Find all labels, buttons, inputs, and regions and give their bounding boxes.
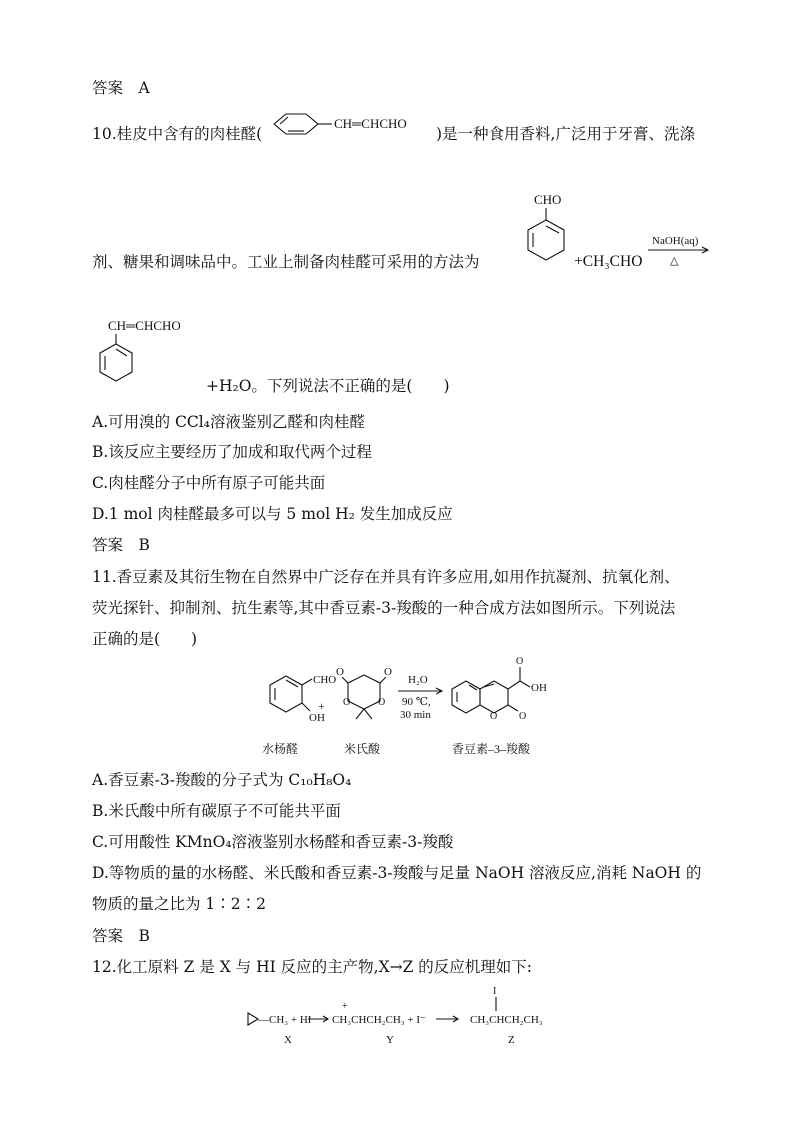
q10-option-b: B.该反应主要经历了加成和取代两个过程: [92, 443, 372, 461]
q11-option-d-line1: D.等物质的量的水杨醛、米氏酸和香豆素-3-羧酸与足量 NaOH 溶液反应,消耗 NaOH 的: [92, 864, 702, 882]
cinnamaldehyde-structure: [262, 108, 442, 148]
coumarin-acid-o: O: [516, 656, 524, 667]
scheme-arrow-bottom1: 90 ℃,: [402, 696, 431, 708]
q11-option-c: C.可用酸性 KMnO₄溶液鉴别水杨醛和香豆素-3-羧酸: [92, 833, 454, 851]
answer-line: 答案 A: [92, 79, 150, 97]
label-z: Z: [508, 1034, 515, 1046]
q11-answer: 答案 B: [92, 927, 150, 945]
carbocation-charge: +: [342, 1001, 348, 1012]
meldrum-o4: O: [378, 697, 386, 708]
cinnamaldehyde-chain: CH═CHCHO: [334, 116, 407, 131]
q11-line1: 11.香豆素及其衍生物在自然界中广泛存在并具有许多应用,如用作抗凝剂、抗氧化剂、: [92, 568, 680, 586]
name-meldrum-acid: 米氏酸: [344, 742, 381, 756]
q11-option-b: B.米氏酸中所有碳原子不可能共平面: [92, 802, 341, 820]
reaction-arrow-q10: [646, 232, 716, 268]
product-chain: CH═CHCHO: [108, 318, 181, 333]
x-formula: —CH₃ + HI: [258, 1014, 312, 1026]
meldrum-o1: O: [336, 666, 344, 678]
y-formula: CH₃CHCH₂CH₃ + I⁻: [332, 1014, 426, 1026]
q10-line1-suffix: )是一种食用香料,广泛用于牙膏、洗涤: [436, 125, 695, 143]
scheme-arrow-top: H₂O: [408, 674, 428, 686]
meldrum-o2: O: [384, 666, 392, 678]
q10-option-a: A.可用溴的 CCl₄溶液鉴别乙醛和肉桂醛: [92, 413, 365, 431]
q10-line1-prefix: 10.桂皮中含有的肉桂醛(: [92, 125, 263, 143]
q11-line3: 正确的是( ): [92, 630, 198, 648]
label-x: X: [284, 1034, 292, 1046]
q12-mechanism: [244, 985, 574, 1047]
q10-option-d: D.1 mol 肉桂醛最多可以与 5 mol H₂ 发生加成反应: [92, 505, 453, 523]
arrow-condition-bottom: △: [670, 255, 679, 267]
coumarin-ring-o: O: [490, 711, 498, 722]
coumarin-synthesis-scheme: [240, 655, 570, 765]
benzaldehyde-structure: [520, 188, 580, 268]
q10-line3: +H₂O。下列说法不正确的是( ): [206, 377, 450, 395]
coumarin-carbonyl-o: O: [519, 711, 527, 722]
coumarin-acid-oh: OH: [531, 682, 547, 694]
name-salicylaldehyde: 水杨醛: [262, 742, 299, 756]
arrow-condition-top: NaOH(aq): [652, 235, 699, 247]
name-coumarin-acid: 香豆素–3–羧酸: [452, 742, 531, 756]
salicyl-cho: CHO: [313, 674, 337, 686]
scheme-arrow-bottom2: 30 min: [400, 709, 431, 721]
salicyl-oh: OH: [309, 712, 325, 724]
label-y: Y: [386, 1034, 394, 1046]
cinnamaldehyde-product-structure: [96, 318, 216, 398]
q11-option-d-line2: 物质的量之比为 1∶2∶2: [92, 895, 267, 913]
meldrum-o3: O: [343, 697, 351, 708]
plus-sign: +: [318, 699, 325, 713]
q10-answer: 答案 B: [92, 536, 150, 554]
q11-option-a: A.香豆素-3-羧酸的分子式为 C₁₀H₈O₄: [92, 771, 352, 789]
benzaldehyde-cho: CHO: [534, 192, 562, 207]
q12-intro: 12.化工原料 Z 是 X 与 HI 反应的主产物,X→Z 的反应机理如下:: [92, 958, 533, 976]
iodine-substituent: I: [493, 986, 497, 997]
q10-line2: 剂、糖果和调味品中。工业上制备肉桂醛可采用的方法为: [92, 253, 480, 271]
acetaldehyde: +CH₃CHO: [574, 253, 643, 270]
q10-option-c: C.肉桂醛分子中所有原子可能共面: [92, 474, 326, 492]
z-formula: CH₃CHCH₂CH₃: [470, 1014, 543, 1026]
q11-line2: 荧光探针、抑制剂、抗生素等,其中香豆素-3-羧酸的一种合成方法如图所示。下列说法: [92, 599, 676, 617]
